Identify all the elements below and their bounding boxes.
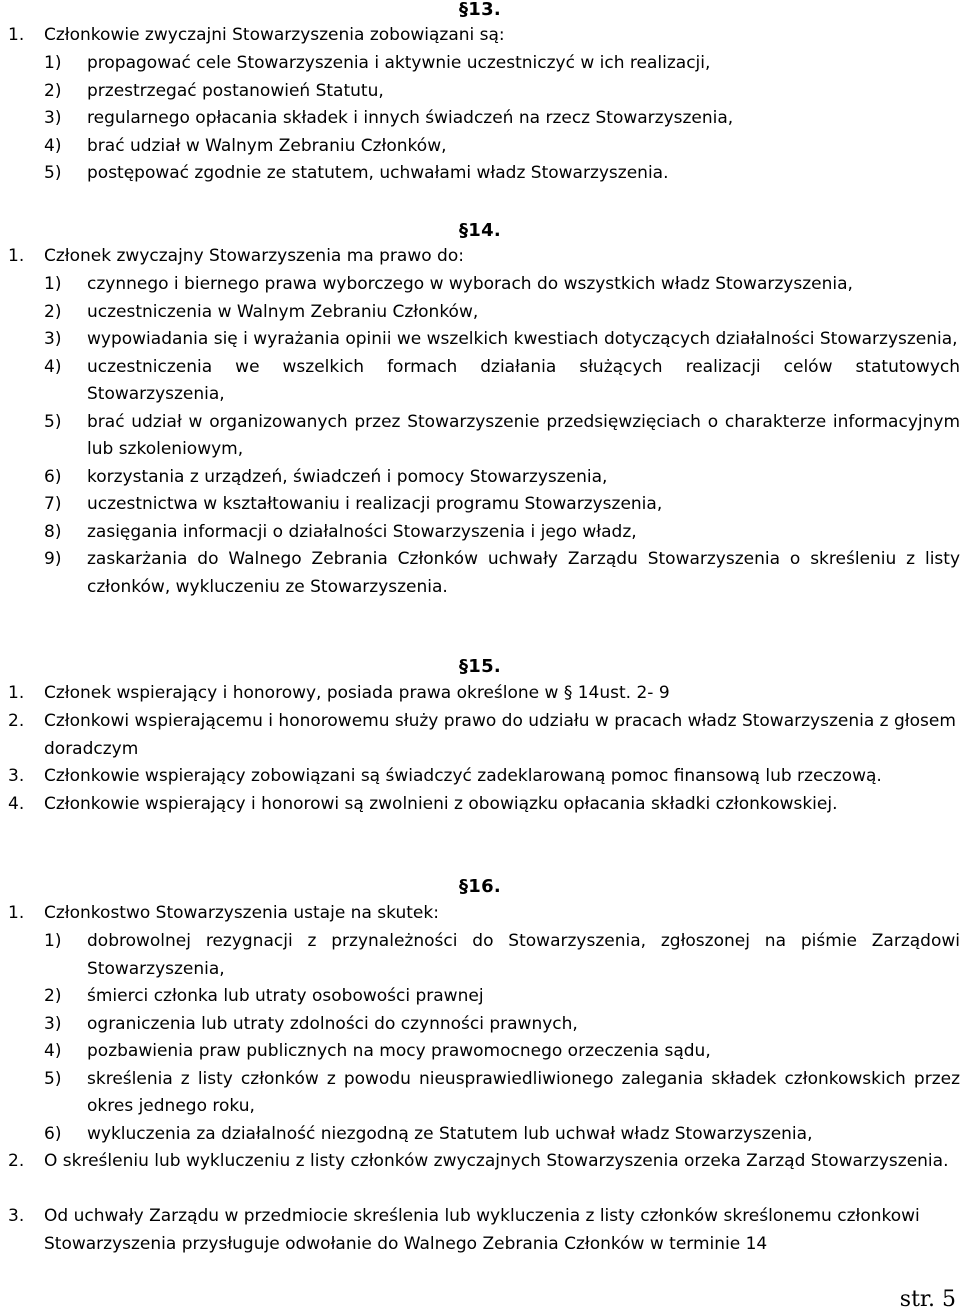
item-number: 2) — [44, 986, 62, 1006]
item-number: 1) — [44, 274, 62, 294]
section-16-heading: §16. — [458, 876, 502, 897]
item-text: wykluczenia za działalność niezgodną ze Statutem lub uchwał władz Stowarzyszenia, — [87, 1123, 813, 1144]
item-text: pozbawienia praw publicznych na mocy prawomocnego orzeczenia sądu, — [87, 1041, 711, 1061]
paragraph-text: Członek wspierający i honorowy, posiada prawa określone w § 14ust. 2- 9 — [44, 683, 670, 703]
list-item — [44, 105, 960, 133]
list-item — [44, 133, 960, 161]
list-item — [44, 464, 960, 492]
item-number: 1) — [44, 53, 62, 73]
list-item — [44, 1038, 960, 1066]
list-item — [44, 983, 960, 1011]
item-number: 6) — [44, 466, 62, 487]
item-number: 5) — [44, 163, 62, 183]
item-text: przestrzegać postanowień Statutu, — [87, 80, 384, 101]
list-item — [44, 78, 960, 106]
paragraph-text: Członek zwyczajny Stowarzyszenia ma prawo do: — [44, 246, 464, 266]
item-number: 5) — [44, 1068, 62, 1089]
list-item — [44, 271, 960, 299]
s14-item-list — [44, 271, 960, 601]
item-text: skreślenia z listy członków z powodu nieusprawiedliwionego zalegania składek członkowskich przez okres jednego roku, — [87, 1068, 960, 1116]
paragraph-text: Członkowie wspierający i honorowi są zwolnieni z obowiązku opłacania składki członkowskiej. — [44, 794, 838, 814]
item-number: 3) — [44, 108, 62, 128]
paragraph-text: Od uchwały Zarządu w przedmiocie skreślenia lub wykluczenia z listy członków skreślonemu członkowi Stowarzyszenia przysługuje odwołanie do Walnego Zebrania Członków w terminie 14 — [44, 1206, 920, 1254]
item-text: uczestniczenia we wszelkich formach działania służących realizacji celów statutowych Stowarzyszenia, — [87, 356, 960, 404]
list-item — [44, 50, 960, 78]
list-item — [44, 519, 960, 547]
s15-paragraph-3 — [8, 763, 960, 791]
paragraph-number: 1. — [8, 25, 25, 45]
item-text: zaskarżania do Walnego Zebrania Członków uchwały Zarządu Stowarzyszenia o skreśleniu z listy członków, wykluczeniu ze Stowarzyszenia. — [87, 549, 960, 597]
list-item — [44, 409, 960, 464]
s16-paragraph-1 — [8, 900, 960, 928]
list-item — [44, 160, 960, 188]
list-item — [44, 1121, 960, 1149]
list-item — [44, 326, 960, 354]
item-number: 1) — [44, 931, 62, 951]
paragraph-text: Członkowie zwyczajni Stowarzyszenia zobowiązani są: — [44, 25, 505, 45]
section-14-heading: §14. — [458, 220, 502, 241]
item-number: 2) — [44, 80, 62, 101]
section-13-heading: §13. — [458, 0, 502, 20]
page-number: str. 5 — [899, 1287, 956, 1312]
paragraph-text: Członkowi wspierającemu i honorowemu służy prawo do udziału w pracach władz Stowarzyszenia z głosem doradczym — [44, 711, 956, 759]
list-item — [44, 491, 960, 519]
paragraph-number: 1. — [8, 246, 25, 266]
paragraph-number: 2. — [8, 1151, 25, 1171]
paragraph-number: 1. — [8, 903, 25, 923]
paragraph-number: 3. — [8, 766, 25, 786]
item-text: czynnego i biernego prawa wyborczego w wyborach do wszystkich władz Stowarzyszenia, — [87, 274, 853, 294]
item-text: propagować cele Stowarzyszenia i aktywnie uczestniczyć w ich realizacji, — [87, 53, 711, 73]
paragraph-number: 2. — [8, 711, 25, 731]
list-item — [44, 299, 960, 327]
item-text: wypowiadania się i wyrażania opinii we wszelkich kwestiach dotyczących działalności Stowarzyszenia, — [87, 329, 958, 349]
item-number: 3) — [44, 1013, 62, 1034]
item-text: postępować zgodnie ze statutem, uchwałami władz Stowarzyszenia. — [87, 163, 669, 183]
item-number: 8) — [44, 521, 62, 542]
paragraph-text: Członkowie wspierający zobowiązani są świadczyć zadeklarowaną pomoc finansową lub rzeczową. — [44, 766, 882, 786]
s16-paragraph-2 — [8, 1148, 960, 1176]
list-item — [44, 546, 960, 601]
item-text: śmierci członka lub utraty osobowości prawnej — [87, 986, 484, 1006]
s16-paragraph-3 — [8, 1203, 960, 1258]
item-number: 5) — [44, 411, 62, 432]
s14-paragraph-1 — [8, 243, 960, 271]
s16-item-list — [44, 928, 960, 1148]
item-text: regularnego opłacania składek i innych świadczeń na rzecz Stowarzyszenia, — [87, 108, 734, 128]
item-number: 4) — [44, 1041, 62, 1061]
paragraph-number: 3. — [8, 1206, 25, 1226]
list-item — [44, 928, 960, 983]
item-text: ograniczenia lub utraty zdolności do czynności prawnych, — [87, 1013, 578, 1034]
item-text: brać udział w organizowanych przez Stowarzyszenie przedsięwzięciach o charakterze informacyjnym lub szkoleniowym, — [87, 411, 960, 459]
item-number: 3) — [44, 329, 62, 349]
item-number: 6) — [44, 1123, 62, 1144]
paragraph-number: 4. — [8, 794, 25, 814]
item-text: dobrowolnej rezygnacji z przynależności do Stowarzyszenia, zgłoszonej na piśmie Zarządowi Stowarzyszenia, — [87, 931, 960, 979]
item-text: uczestniczenia w Walnym Zebraniu Członków, — [87, 301, 479, 322]
item-number: 7) — [44, 494, 62, 514]
s13-item-list — [44, 50, 960, 188]
paragraph-text: Członkostwo Stowarzyszenia ustaje na skutek: — [44, 903, 439, 923]
section-15-heading: §15. — [458, 656, 502, 677]
s15-paragraph-4 — [8, 791, 960, 819]
item-text: zasięgania informacji o działalności Stowarzyszenia i jego władz, — [87, 521, 637, 542]
s15-paragraph-2 — [8, 708, 960, 763]
item-number: 4) — [44, 356, 62, 377]
list-item — [44, 354, 960, 409]
s13-paragraph-1 — [8, 22, 960, 50]
list-item — [44, 1011, 960, 1039]
item-text: uczestnictwa w kształtowaniu i realizacji programu Stowarzyszenia, — [87, 494, 663, 514]
item-number: 2) — [44, 301, 62, 322]
item-text: korzystania z urządzeń, świadczeń i pomocy Stowarzyszenia, — [87, 466, 608, 487]
s15-paragraph-1 — [8, 680, 960, 708]
paragraph-text: O skreśleniu lub wykluczeniu z listy członków zwyczajnych Stowarzyszenia orzeka Zarząd Stowarzyszenia. — [44, 1151, 949, 1171]
paragraph-number: 1. — [8, 683, 25, 703]
item-number: 9) — [44, 549, 62, 569]
item-text: brać udział w Walnym Zebraniu Członków, — [87, 135, 447, 156]
list-item — [44, 1066, 960, 1121]
item-number: 4) — [44, 135, 62, 156]
